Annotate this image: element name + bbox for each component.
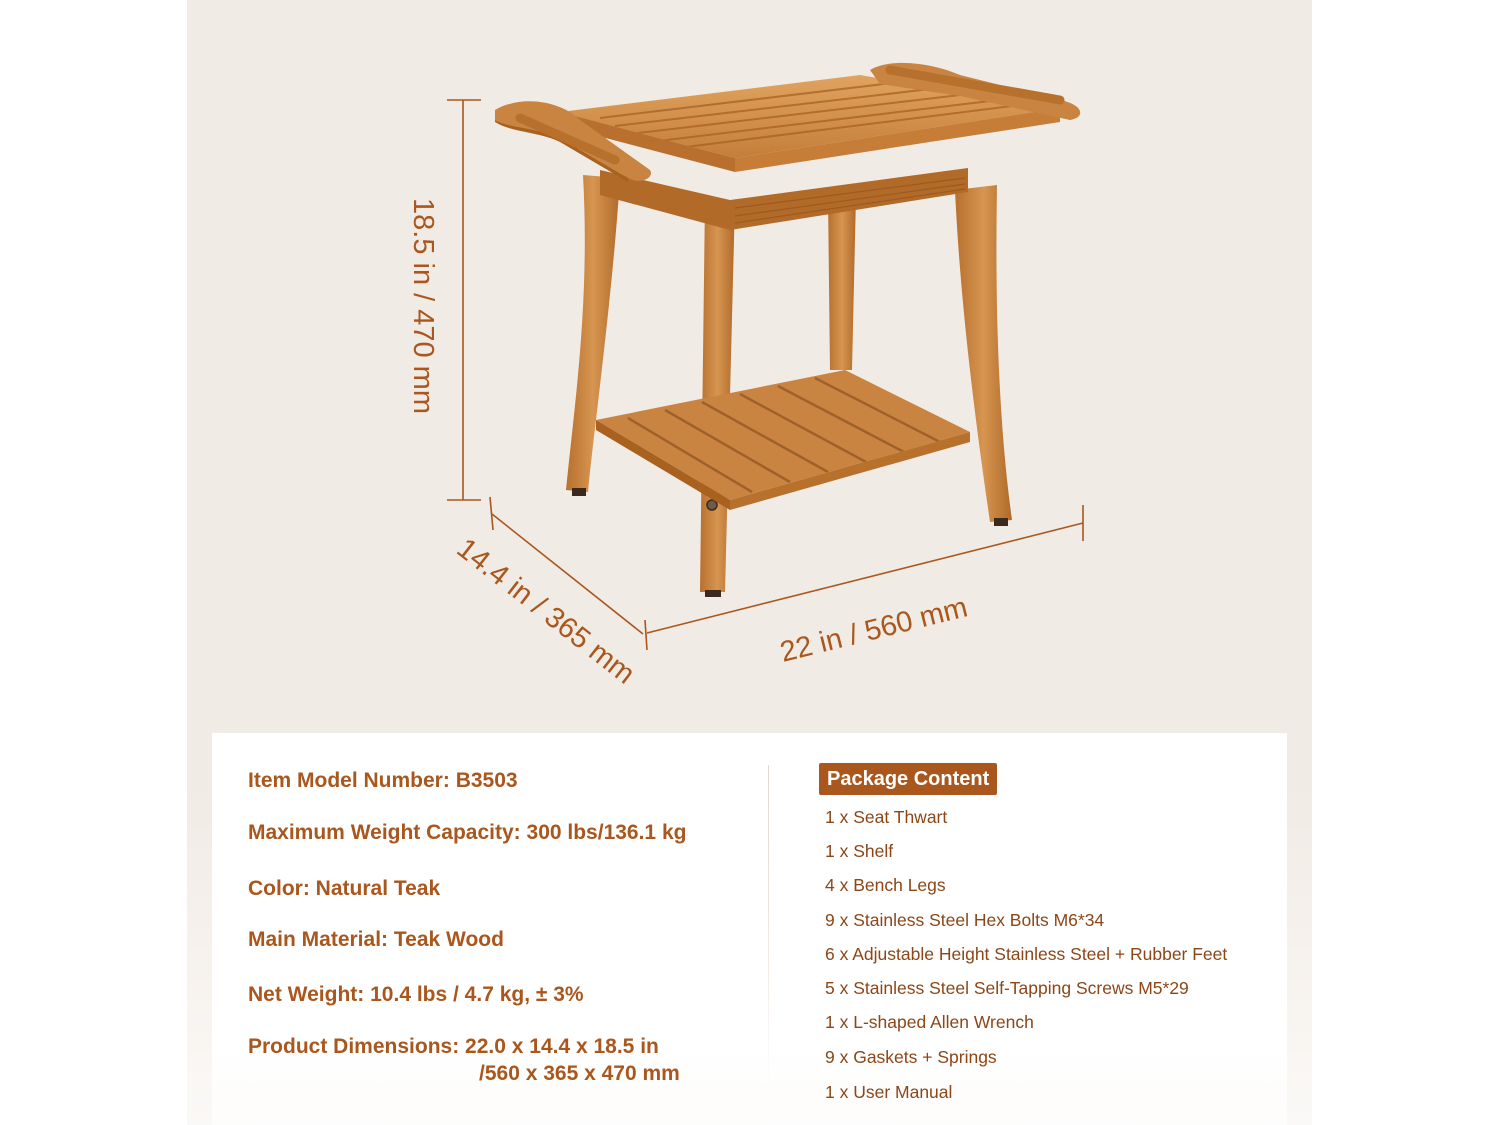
spec-label: Product Dimensions: [248, 1035, 460, 1058]
spec-value: 22.0 x 14.4 x 18.5 in [465, 1035, 659, 1058]
spec-net-weight [248, 981, 584, 1008]
package-item: 5 x Stainless Steel Self-Tapping Screws M5*29 [825, 978, 1189, 998]
package-item: 6 x Adjustable Height Stainless Steel + Rubber Feet [825, 944, 1228, 964]
spec-label: Color: [248, 877, 310, 900]
width-dimension-label: 22 in / 560 mm [776, 591, 971, 669]
spec-product-dimensions [248, 1033, 680, 1087]
package-item: 1 x L-shaped Allen Wrench [825, 1012, 1034, 1032]
spec-value: Natural Teak [315, 877, 441, 900]
spec-value: Teak Wood [393, 928, 504, 951]
card-divider [768, 765, 769, 1095]
package-item: 1 x User Manual [825, 1082, 953, 1102]
height-dimension-label: 18.5 in / 470 mm [407, 198, 439, 414]
spec-value-continued: /560 x 365 x 470 mm [479, 1062, 680, 1085]
package-item: 9 x Stainless Steel Hex Bolts M6*34 [825, 910, 1105, 930]
package-item: 9 x Gaskets + Springs [825, 1047, 997, 1067]
spec-label: Net Weight: [248, 983, 365, 1006]
package-content-heading: Package Content [819, 763, 997, 795]
spec-label: Item Model Number: [248, 769, 450, 792]
depth-dimension-label: 14.4 in / 365 mm [450, 532, 641, 691]
package-item: 4 x Bench Legs [825, 875, 946, 895]
spec-value: B3503 [455, 769, 518, 792]
spec-main-material [248, 926, 504, 953]
package-item: 1 x Seat Thwart [825, 807, 948, 827]
spec-weight-capacity [248, 819, 686, 846]
height-dimension-line [447, 100, 481, 500]
spec-value: 10.4 lbs / 4.7 kg, ± 3% [370, 983, 584, 1006]
bench-illustration [495, 63, 1080, 597]
package-item: 1 x Shelf [825, 841, 894, 861]
spec-value: 300 lbs/136.1 kg [526, 821, 687, 844]
spec-color [248, 875, 440, 902]
spec-label: Main Material: [248, 928, 389, 951]
spec-label: Maximum Weight Capacity: [248, 821, 521, 844]
spec-model-number [248, 767, 518, 794]
